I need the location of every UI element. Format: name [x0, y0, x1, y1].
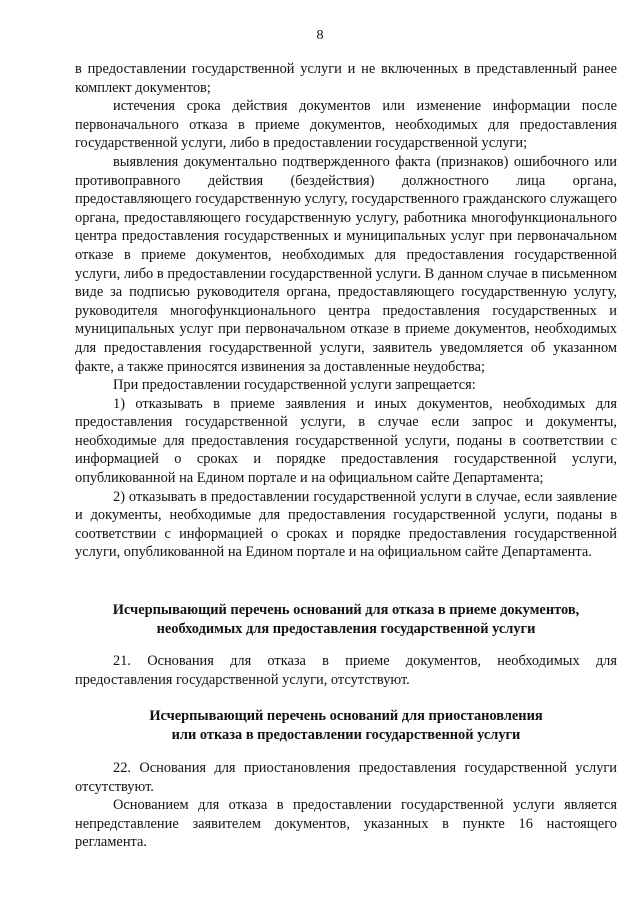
list-item: 2) отказывать в предоставлении государственной услуги в случае, если заявление и документы, необходимые для предоставления государственной услуги, поданы в соответствии с информацией о сроках и порядке предоставления государственной услуги, опубликованной на Едином портале и на официальном сайте Департамента.	[75, 488, 617, 561]
heading-line: Исчерпывающий перечень оснований для приостановления	[149, 708, 543, 724]
paragraph: При предоставлении государственной услуги запрещается:	[113, 377, 476, 394]
heading-line: необходимых для предоставления государственной услуги	[156, 620, 536, 637]
paragraph: выявления документально подтвержденного факта (признаков) ошибочного или противоправного действия (бездействия) должностного лица органа, предоставляющего государственную услугу, государственного гражданского служащего органа, предоставляющего государственную услугу, работника многофункционального центра предоставления государственных и муниципальных услуг при первоначальном отказе в приеме документов, необходимых для предоставления государственной услуги, либо в предоставлении государственной услуги. В данном случае в письменном виде за подписью руководителя органа, предоставляющего государственную услугу, руководителя многофункционального центра предоставления государственных и муниципальных услуг при первоначальном отказе в приеме документов, необходимых для предоставления государственной услуги, заявитель уведомляется об указанном факте, а также приносятся извинения за доставленные неудобства;	[75, 153, 617, 375]
paragraph: истечения срока действия документов или изменение информации после первоначального отказа в приеме документов, необходимых для предоставления государственной услуги, либо в предоставлении государственной услуги;	[75, 98, 617, 152]
body-text-block	[75, 759, 617, 852]
paragraph: Основанием для отказа в предоставлении государственной услуги является непредставление заявителем документов, указанных в пункте 16 настоящего регламента.	[75, 797, 617, 851]
page-number: 8	[316, 28, 324, 43]
list-item: 1) отказывать в приеме заявления и иных документов, необходимых для предоставления государственной услуги, в случае если запрос и документы, необходимые для предоставления государственной услуги, поданы в соответствии с информацией о сроках и порядке предоставления государственной услуги, опубликованной на Едином портале и на официальном сайте Департамента;	[75, 395, 617, 487]
heading-line: или отказа в предоставлении государственной услуги	[171, 726, 521, 743]
paragraph: в предоставлении государственной услуги и не включенных в представленный ранее комплект документов;	[75, 61, 617, 96]
section-heading	[75, 707, 617, 744]
paragraph: 22. Основания для приостановления предоставления государственной услуги отсутствуют.	[75, 760, 617, 795]
body-text-block	[75, 652, 617, 689]
heading-line: Исчерпывающий перечень оснований для отказа в приеме документов,	[112, 602, 580, 618]
body-text-block	[75, 60, 617, 562]
section-heading	[75, 601, 617, 638]
paragraph: 21. Основания для отказа в приеме документов, необходимых для предоставления государственной услуги, отсутствуют.	[75, 653, 617, 688]
